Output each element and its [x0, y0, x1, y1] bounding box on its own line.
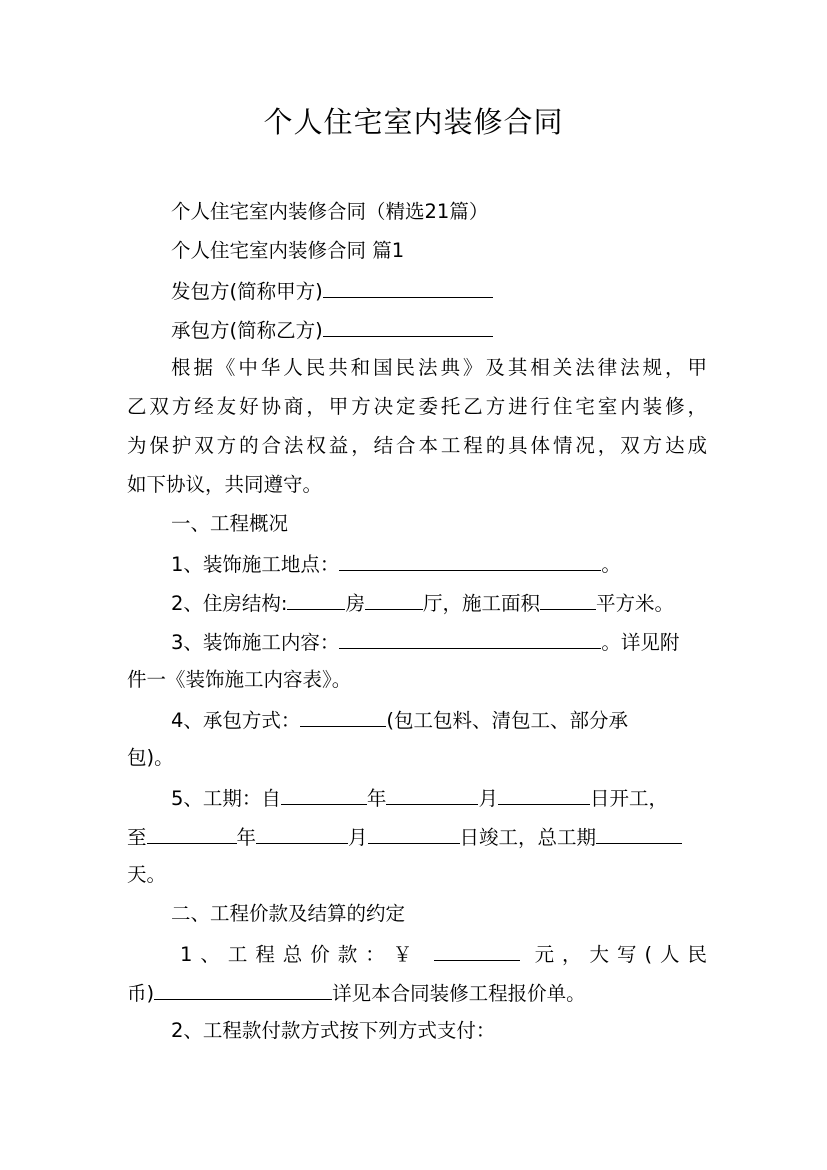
document-title: 个人住宅室内装修合同 [263, 105, 564, 139]
item-1-line [171, 551, 707, 577]
end-day-label: 日竣工，总工期 [459, 826, 597, 849]
price-note: 详见本合同装修工程报价单。 [332, 982, 586, 1005]
document-subtitle: 个人住宅室内装修合同（精选21篇） [171, 200, 489, 223]
item-2-line [171, 590, 707, 616]
party-a-line [171, 278, 707, 304]
item-4-options: (包工包料、清包工、部分承 [386, 709, 629, 732]
price-line [180, 941, 707, 967]
preamble-line-2: 乙双方经友好协商，甲方决定委托乙方进行住宅室内装修， [127, 395, 707, 418]
section-1-heading: 一、工程概况 [171, 512, 289, 535]
item-2-label: 2、住房结构: [171, 592, 288, 615]
price-amount-blank [434, 941, 520, 961]
site-blank [339, 551, 601, 571]
item-5-days: 天。 [127, 863, 167, 886]
item-2-rooms: 房 [345, 592, 365, 615]
end-month-label: 月 [348, 826, 368, 849]
party-a-label: 发包方(简称甲方) [171, 280, 323, 303]
price-cont [127, 980, 707, 1006]
item-4-cont: 包)。 [127, 746, 174, 769]
start-day-label: 日开工， [589, 787, 668, 810]
item-5-cont [127, 824, 707, 850]
party-b-line [171, 317, 707, 343]
item-3-end: 。详见附 [601, 631, 680, 654]
item-2-halls: 厅，施工面积 [423, 592, 541, 615]
total-days-blank [596, 824, 682, 844]
item-1-label: 1、装饰施工地点： [171, 553, 340, 576]
party-b-label: 承包方(简称乙方) [171, 319, 323, 342]
item-3-cont: 件一《装饰施工内容表》。 [127, 668, 352, 691]
item-2-unit: 平方米。 [596, 592, 675, 615]
start-month-label: 月 [478, 787, 498, 810]
item-3-line [171, 629, 707, 655]
start-day-blank [498, 785, 590, 805]
chapter-heading: 个人住宅室内装修合同 篇1 [171, 239, 405, 262]
item-4-line [171, 707, 707, 733]
start-month-blank [386, 785, 478, 805]
item-5-line [171, 785, 707, 811]
item-4-label: 4、承包方式： [171, 709, 301, 732]
price-capital-blank [154, 980, 332, 1000]
price-capital: 元，大写(人民 [534, 943, 708, 966]
start-year-label: 年 [366, 787, 387, 810]
item-3-label: 3、装饰施工内容： [171, 631, 340, 654]
payment-line: 2、工程款付款方式按下列方式支付： [171, 1019, 496, 1042]
content-blank [339, 629, 601, 649]
preamble-line-3: 为保护双方的合法权益，结合本工程的具体情况，双方达成 [127, 434, 707, 457]
item-1-end: 。 [601, 553, 621, 576]
item-5-label: 5、工期：自 [171, 787, 281, 810]
end-year-blank [147, 824, 237, 844]
contract-type-blank [300, 707, 386, 727]
start-year-blank [281, 785, 367, 805]
price-label: 1、工程总价款：￥ [180, 943, 421, 966]
party-a-blank [323, 278, 493, 298]
end-prefix: 至 [127, 826, 147, 849]
section-2-heading: 二、工程价款及结算的约定 [171, 902, 406, 925]
end-month-blank [256, 824, 348, 844]
end-year-label: 年 [236, 826, 257, 849]
party-b-blank [323, 317, 493, 337]
preamble-line-4: 如下协议，共同遵守。 [127, 473, 323, 496]
halls-blank [365, 590, 423, 610]
price-currency: 币) [127, 982, 155, 1005]
rooms-blank [287, 590, 345, 610]
end-day-blank [368, 824, 460, 844]
area-blank [540, 590, 596, 610]
preamble-line-1: 根据《中华人民共和国民法典》及其相关法律法规，甲 [171, 356, 707, 379]
